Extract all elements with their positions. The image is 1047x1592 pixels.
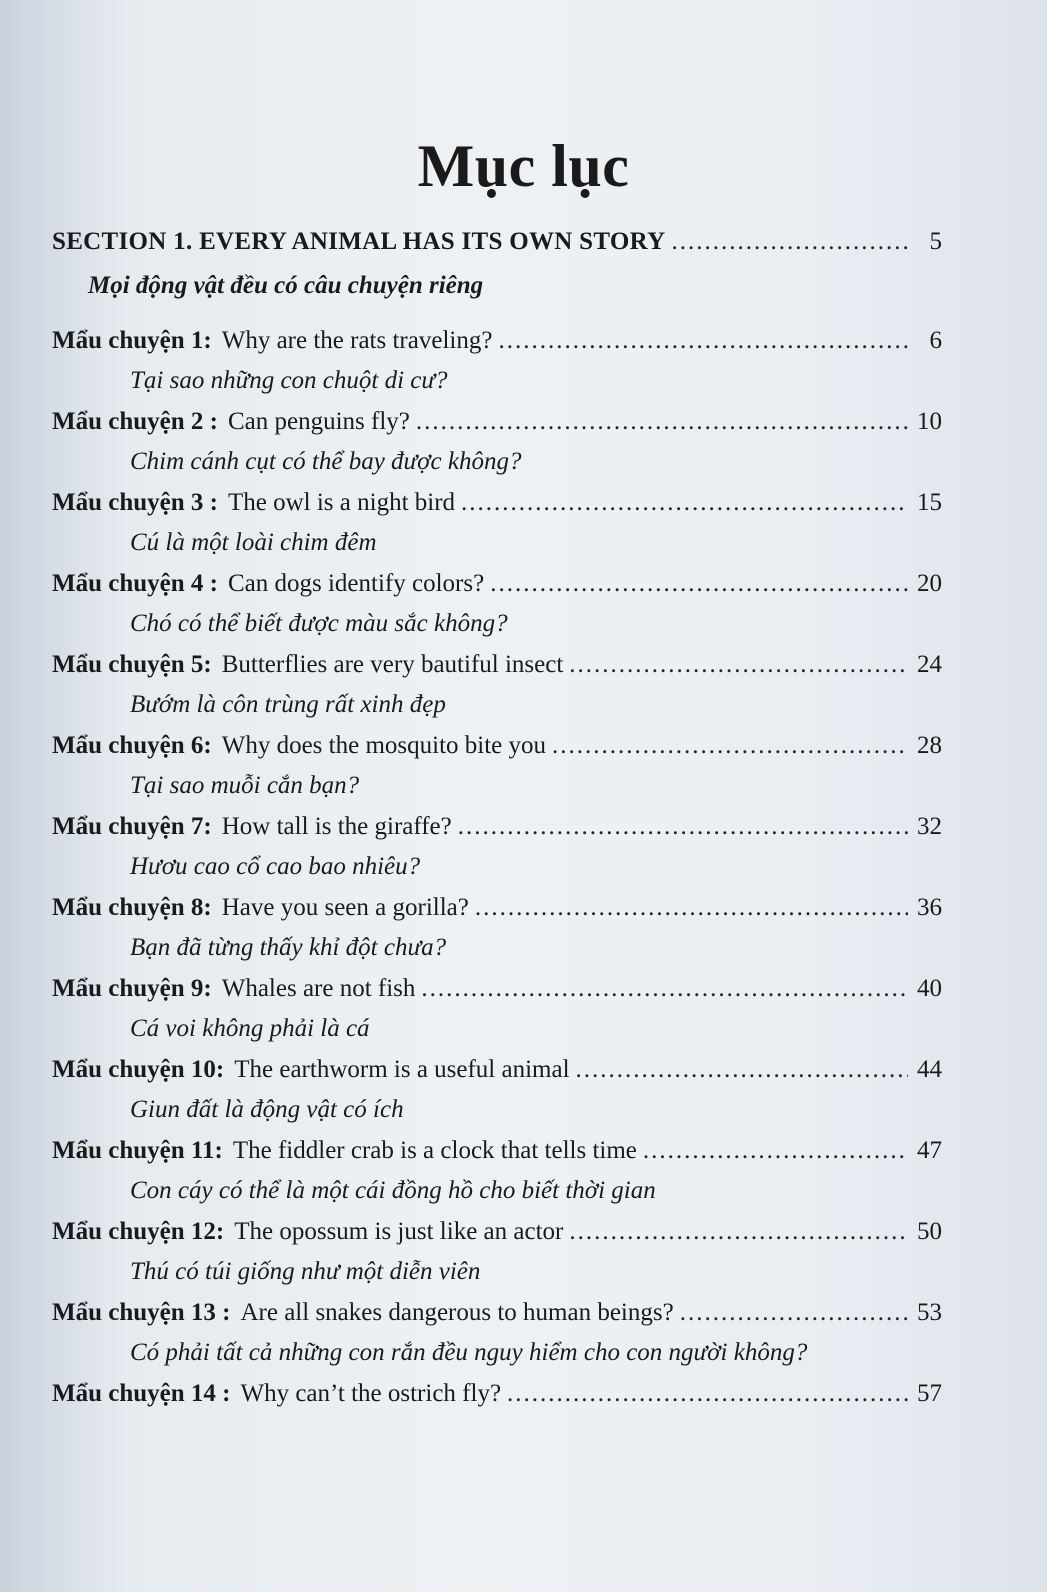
entry-title: How tall is the giraffe?: [221, 813, 452, 840]
entry-title: The fiddler crab is a clock that tells time: [232, 1137, 637, 1164]
entry-page-number: 6: [929, 327, 942, 354]
leader-dots: [576, 1056, 908, 1084]
entry-label: Mẩu chuyện 11:: [52, 1137, 223, 1164]
entry-label: Mẩu chuyện 8:: [52, 894, 212, 921]
entry-vietnamese-title: Tại sao muỗi cắn bạn?: [130, 772, 360, 799]
toc-entry: [52, 975, 942, 1015]
entry-label: Mẩu chuyện 7:: [52, 813, 212, 840]
entry-title: Why does the mosquito bite you: [221, 732, 547, 759]
leader-dots: [552, 732, 908, 760]
toc-entry: [52, 732, 942, 772]
leader-dots: [490, 570, 908, 598]
entry-vietnamese-title: Có phải tất cả những con rắn đều nguy hiểm cho con người không?: [130, 1339, 808, 1366]
toc-entry: [52, 813, 942, 853]
entry-vietnamese-title: Bướm là côn trùng rất xinh đẹp: [130, 691, 446, 718]
entry-label: Mẩu chuyện 14 :: [52, 1380, 231, 1407]
entry-vietnamese-title: Tại sao những con chuột di cư?: [130, 367, 448, 394]
entry-page-number: 44: [917, 1056, 942, 1083]
leader-dots: [421, 975, 908, 1003]
entry-title: The earthworm is a useful animal: [234, 1056, 570, 1083]
entry-page-number: 10: [917, 408, 942, 435]
toc-entry: [52, 1137, 942, 1177]
entry-vietnamese-title: Bạn đã từng thấy khỉ đột chưa?: [130, 934, 447, 961]
toc-entry: [52, 489, 942, 529]
entry-label: Mẩu chuyện 5:: [52, 651, 212, 678]
entry-vietnamese-title: Chó có thể biết được màu sắc không?: [130, 610, 508, 637]
leader-dots: [569, 651, 908, 679]
toc-entry: [52, 894, 942, 934]
entry-label: Mẩu chuyện 1:: [52, 327, 212, 354]
entry-page-number: 28: [917, 732, 942, 759]
entry-page-number: 47: [917, 1137, 942, 1164]
leader-dots: [458, 813, 908, 841]
entry-label: Mẩu chuyện 4 :: [52, 570, 218, 597]
entry-vietnamese-title: Giun đất là động vật có ích: [130, 1096, 404, 1123]
entry-page-number: 15: [917, 489, 942, 516]
leader-dots: [498, 327, 908, 355]
entry-vietnamese-title: Cú là một loài chim đêm: [130, 529, 377, 556]
section-label: SECTION 1. EVERY ANIMAL HAS ITS OWN STORY: [52, 228, 666, 255]
toc-entry: [52, 327, 942, 367]
toc-entry: [52, 651, 942, 691]
entry-label: Mẩu chuyện 6:: [52, 732, 212, 759]
entry-label: Mẩu chuyện 10:: [52, 1056, 225, 1083]
entry-title: Have you seen a gorilla?: [221, 894, 469, 921]
entry-vietnamese-title: Con cáy có thể là một cái đồng hồ cho biết thời gian: [130, 1177, 656, 1204]
toc-entry: [52, 1380, 942, 1420]
entry-label: Mẩu chuyện 2 :: [52, 408, 218, 435]
entry-page-number: 36: [917, 894, 942, 921]
entry-vietnamese-title: Hươu cao cổ cao bao nhiêu?: [130, 853, 421, 880]
entry-title: Why can’t the ostrich fly?: [240, 1380, 502, 1407]
entry-page-number: 32: [917, 813, 942, 840]
leader-dots: [416, 408, 908, 436]
leader-dots: [507, 1380, 908, 1408]
entry-page-number: 53: [917, 1299, 942, 1326]
leader-dots: [643, 1137, 908, 1165]
entry-label: Mẩu chuyện 3 :: [52, 489, 218, 516]
entry-title: Why are the rats traveling?: [221, 327, 493, 354]
page-title: Mục lục: [417, 133, 630, 199]
entry-vietnamese-title: Chim cánh cụt có thể bay được không?: [130, 448, 522, 475]
section-heading: [52, 228, 942, 268]
entry-title: Can dogs identify colors?: [227, 570, 485, 597]
entry-label: Mẩu chuyện 13 :: [52, 1299, 231, 1326]
leader-dots: [680, 1299, 908, 1327]
entry-page-number: 40: [917, 975, 942, 1002]
leader-dots: [475, 894, 908, 922]
toc-entry: [52, 570, 942, 610]
entry-title: Are all snakes dangerous to human beings?: [240, 1299, 674, 1326]
section-page-number: 5: [929, 228, 942, 255]
entry-label: Mẩu chuyện 9:: [52, 975, 212, 1002]
toc-entry: [52, 1218, 942, 1258]
leader-dots: [671, 228, 908, 256]
section-subtitle: Mọi động vật đều có câu chuyện riêng: [88, 272, 484, 299]
entry-page-number: 24: [917, 651, 942, 678]
entry-page-number: 20: [917, 570, 942, 597]
entry-page-number: 50: [917, 1218, 942, 1245]
entry-vietnamese-title: Thú có túi giống như một diễn viên: [130, 1258, 481, 1285]
toc-entry: [52, 408, 942, 448]
entry-title: Can penguins fly?: [227, 408, 410, 435]
leader-dots: [569, 1218, 908, 1246]
toc-entry: [52, 1056, 942, 1096]
entry-title: Whales are not fish: [221, 975, 416, 1002]
entry-title: The opossum is just like an actor: [234, 1218, 564, 1245]
entry-label: Mẩu chuyện 12:: [52, 1218, 225, 1245]
entry-title: Butterflies are very bautiful insect: [221, 651, 564, 678]
entry-title: The owl is a night bird: [227, 489, 456, 516]
toc-entry: [52, 1299, 942, 1339]
leader-dots: [461, 489, 908, 517]
entry-page-number: 57: [917, 1380, 942, 1407]
entry-vietnamese-title: Cá voi không phải là cá: [130, 1015, 370, 1042]
